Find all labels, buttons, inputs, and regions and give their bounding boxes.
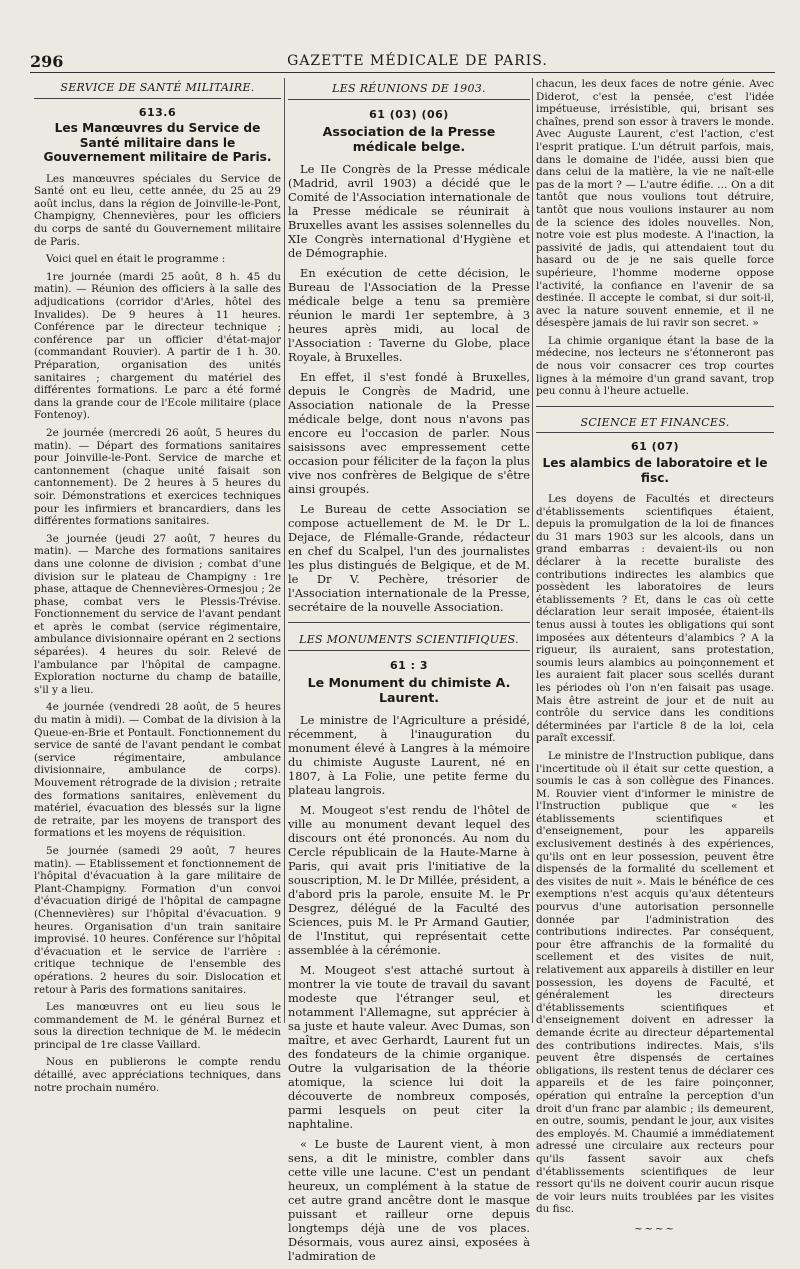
article-separator: [288, 622, 530, 623]
paragraph: Voici quel en était le programme :: [46, 253, 226, 266]
paragraph: 4e journée (vendredi 28 août, de 5 heures du matin à midi). — Combat de la division à la Queue-en-Brie et Pontault. Fonctionnement du service de santé de l'avant pendant le combat (service régimentaire, ambulance divisionnaire, ambulance de corps). Mouvement rétrograde de la division ; retraite des formations sanitaires, enlèvement du matériel, évacuation des blessés sur la ligne de retraite, par les moyens de transport des formations et les moyens de réquisition.: [34, 701, 281, 840]
section-rubric: SERVICE DE SANTÉ MILITAIRE.: [34, 82, 281, 99]
paragraph: chacun, les deux faces de notre génie. Avec Diderot, c'est la pensée, c'est l'idée impétueuse, irrésistible, qui, brisant ses chaînes, prend son essor à travers le monde. Avec Auguste Laurent, c'est l'action, c'est l'esprit pratique. L'un détruit parfois, mais, dans le domaine de l'idée, aussi bien que dans celui de la matière, la vie ne naît-elle pas de la mort ? — L'autre édifie. … On a dit tantôt que nous voulions tout détruire, tantôt que nous voulions instaurer au nom de la science des idoles nouvelles. Non, notre voie est plus modeste. A l'inaction, la passivité de jadis, qui attendaient tout du hasard ou de je ne sais quelle force supérieure, l'homme moderne oppose l'activité, la confiance en l'avenir de sa destinée. Il accepte le combat, si dur soit-il, avec la nature souvent ennemie, et il ne désespère jamais de lui ravir son secret. »: [536, 78, 774, 330]
paragraph: « Le buste de Laurent vient, à mon sens, a dit le ministre, combler dans cette ville une lacune. C'est un pendant heureux, un complément à la statue de cet autre grand ancêtre dont le masque puissant et railleur orne depuis longtemps déjà une de vos places. Désormais, vous aurez ainsi, exposées à l'admiration de: [288, 1137, 530, 1263]
column-rule: [284, 78, 285, 1023]
article-title: Les Manœuvres du Service de Santé militaire dans le Gouvernement militaire de Paris.: [43, 121, 272, 165]
paragraph: Le Bureau de cette Association se compose actuellement de M. le Dr L. Dejace, de Flémalle-Grande, rédacteur en chef du Scalpel, l'un des journalistes les plus distingués de Belgique, et de M. le Dr V. Pechère, trésorier de l'Association internationale de la Presse, secrétaire de la nouvelle Association.: [288, 502, 530, 614]
classification-code: 613.6: [138, 105, 177, 119]
article-title: Les alambics de laboratoire et le fisc.: [542, 456, 768, 485]
classification-code: 61 (03) (06): [369, 108, 449, 121]
classification-code: 61 : 3: [389, 659, 429, 672]
column-2: [288, 80, 530, 1269]
section-rubric: SCIENCE ET FINANCES.: [536, 417, 774, 434]
page-number: 296: [30, 52, 64, 71]
paragraph: 3e journée (jeudi 27 août, 7 heures du matin). — Marche des formations sanitaires dans une colonne de division ; combat d'une division sur le plateau de Champigny : 1re phase, attaque de Chennevières-Ormesjou ; 2e phase, combat vers le Plessis-Trévise. Fonctionnement du service de l'avant pendant et après le combat (service régimentaire, ambulance divisionnaire opérant en 2 sections séparées). 4 heures du soir. Relevé de l'ambulance par l'hôpital de campagne. Exploration nocturne du champ de bataille, s'il y a lieu.: [34, 532, 281, 696]
article-title: Le Monument du chimiste A. Laurent.: [307, 675, 511, 705]
article-title: Association de la Presse médicale belge.: [322, 124, 496, 154]
paragraph: La chimie organique étant la base de la médecine, nos lecteurs ne s'étonneront pas de nous voir consacrer ces trop courtes lignes à la mémoire d'un grand savant, trop peu connu à l'heure actuelle.: [536, 334, 774, 398]
paragraph: 2e journée (mercredi 26 août, 5 heures du matin). — Départ des formations sanitaires pour Joinville-le-Pont. Service de marche et cantonnement (chaque unité faisait son cantonnement). De 2 heures à 5 heures du soir. Démonstrations et exercices techniques pour les infirmiers et brancardiers, dans les différentes formations sanitaires.: [34, 426, 281, 528]
classification-code: 61 (07): [631, 440, 679, 454]
section-rubric: LES MONUMENTS SCIENTIFIQUES.: [288, 633, 530, 651]
journal-title: GAZETTE MÉDICALE DE PARIS.: [287, 53, 548, 69]
paragraph: Le IIe Congrès de la Presse médicale (Madrid, avril 1903) a décidé que le Comité de l'Association internationale de la Presse médicale se réunirait à Bruxelles avant les assises solennelles du XIe Congrès international d'Hygiène et de Démographie.: [288, 162, 530, 260]
paragraph: M. Mougeot s'est rendu de l'hôtel de ville au monument devant lequel des discours ont été prononcés. Au nom du Cercle républicain de la Haute-Marne à Paris, qui avait pris l'initiative de la souscription, M. le Dr Millée, président, a d'abord pris la parole, ensuite M. le Pr Desgrez, délégué de la Faculté des Sciences, puis M. le Pr Armand Gautier, de l'Institut, qui représentait cette assemblée à la cérémonie.: [288, 803, 530, 957]
paragraph: 5e journée (samedi 29 août, 7 heures matin). — Etablissement et fonctionnement de l'hôpital d'évacuation à la gare militaire de Plant-Champigny. Formation d'un convoi d'évacuation dirigé de l'hôpital de campagne (Chennevières) sur l'hôpital d'évacuation. 9 heures. Organisation d'un train sanitaire improvisé. 10 heures. Conférence sur l'hôpital d'évacuation et le service de l'arrière : critique technique de l'ensemble des opérations. 2 heures du soir. Dislocation et retour à Paris des formations sanitaires.: [34, 844, 281, 996]
paragraph: En effet, il s'est fondé à Bruxelles, depuis le Congrès de Madrid, une Association nationale de la Presse médicale belge, dont nous n'avons pas encore eu l'occasion de parler. Nous saisissons avec empressement cette occasion pour féliciter de la façon la plus vive nos confrères de Belgique de s'être ainsi groupés.: [288, 370, 530, 496]
column-1: [34, 80, 281, 1099]
paragraph: M. Mougeot s'est attaché surtout à montrer la vie toute de travail du savant modeste que l'étranger seul, et notamment l'Allemagne, sut apprécier à sa juste et haute valeur. Avec Dumas, son maître, et avec Gerhardt, Laurent fut un des fondateurs de la chimie organique. Outre la vulgarisation de la théorie atomique, la science lui doit la découverte de nombreux composés, parmi lesquels on peut citer la naphtaline.: [288, 963, 530, 1131]
paragraph: Les manœuvres ont eu lieu sous le commandement de M. le général Burnez et sous la direction technique de M. le médecin principal de 1re classe Vaillard.: [34, 1001, 281, 1051]
paragraph: 1re journée (mardi 25 août, 8 h. 45 du matin). — Réunion des officiers à la salle des adjudications (corridor d'Arles, hôtel des Invalides). De 9 heures à 11 heures. Conférence par le directeur technique ; conférence par un officier d'état-major (commandant Rouvier). A partir de 1 h. 30. Préparation, organisation des unités sanitaires ; chargement du matériel des différentes formations. Le parc a été formé dans la grande cour de l'Ecole militaire (place Fontenoy).: [34, 270, 281, 422]
paragraph: Les doyens de Facultés et directeurs d'établissements scientifiques étaient, depuis la promulgation de la loi de finances du 31 mars 1903 sur les alcools, dans un grand embarras : devaient-ils ou non déclarer à la recette buraliste des contributions indirectes les alambics que possèdent les laboratoires de leurs établissements ? Et, dans le cas où cette déclaration leur serait imposée, étaient-ils tenus aussi à toutes les obligations qui sont imposées aux détenteurs d'alambics ? A la rigueur, ils auraient, sans protestation, soumis leurs alambics au poinçonnement et les auraient fait placer sous scellés durant les périodes où l'on n'en faisait pas usage. Mais être astreint de jour et de nuit au contrôle du service dans les conditions déterminées par l'article 8 de la loi, cela paraît excessif.: [536, 493, 774, 745]
paragraph: Le ministre de l'Instruction publique, dans l'incertitude où il était sur cette question, a soumis le cas à son collègue des Finances. M. Rouvier vient d'informer le ministre de l'Instruction publique que « les établissements scientifiques et d'enseignement, pour les appareils exclusivement destinés à des expériences, qu'ils ont en leur possession, peuvent être dispensés de la formalité du scellement et des visites de nuit ». Mais le bénéfice de ces exemptions n'est acquis qu'aux détenteurs pourvus d'une autorisation personnelle donnée par l'administration des contributions indirectes. Par conséquent, pour être affranchis de la formalité du scellement et des visites de nuit, relativement aux appareils à distiller en leur possession, les doyens de Faculté, et généralement les directeurs d'établissements scientifiques et d'enseignement doivent en adresser la demande écrite au directeur départemental des contributions indirectes. Mais, s'ils peuvent être dispensés de certaines obligations, ils restent tenus de déclarer ces appareils et de les faire poinçonner, opération qui entraîne la perception d'un droit d'un franc par alambic ; ils demeurent, en outre, soumis, pendant le jour, aux visites des employés. M. Chaumié a immédiatement adressé une circulaire aux recteurs pour qu'ils fassent savoir aux chefs d'établissements scientifiques de leur ressort qu'ils ne doivent courir aucun risque de voir leurs nuits troublées par les visites du fisc.: [536, 749, 774, 1216]
page-header: [30, 50, 775, 73]
paragraph: Le ministre de l'Agriculture a présidé, récemment, à l'inauguration du monument élevé à Langres à la mémoire du chimiste Auguste Laurent, né en 1807, à La Folie, une petite ferme du plateau langrois.: [288, 713, 530, 797]
fleuron-ornament: ~~~~: [634, 1223, 676, 1235]
section-rubric: LES RÉUNIONS DE 1903.: [288, 82, 530, 100]
column-3: [536, 78, 774, 1236]
column-rule: [532, 78, 533, 1023]
paragraph: Nous en publierons le compte rendu détaillé, avec appréciations techniques, dans notre prochain numéro.: [34, 1056, 281, 1094]
article-separator: [536, 406, 774, 407]
paragraph: En exécution de cette décision, le Bureau de l'Association de la Presse médicale belge a tenu sa première réunion le mardi 1er septembre, à 3 heures après midi, au local de l'Association : Taverne du Globe, place Royale, à Bruxelles.: [288, 266, 530, 364]
paragraph: Les manœuvres spéciales du Service de Santé ont eu lieu, cette année, du 25 au 29 août inclus, dans la région de Joinville-le-Pont, Champigny, Chennevières, pour les officiers du corps de santé du Gouvernement militaire de Paris.: [34, 172, 281, 248]
